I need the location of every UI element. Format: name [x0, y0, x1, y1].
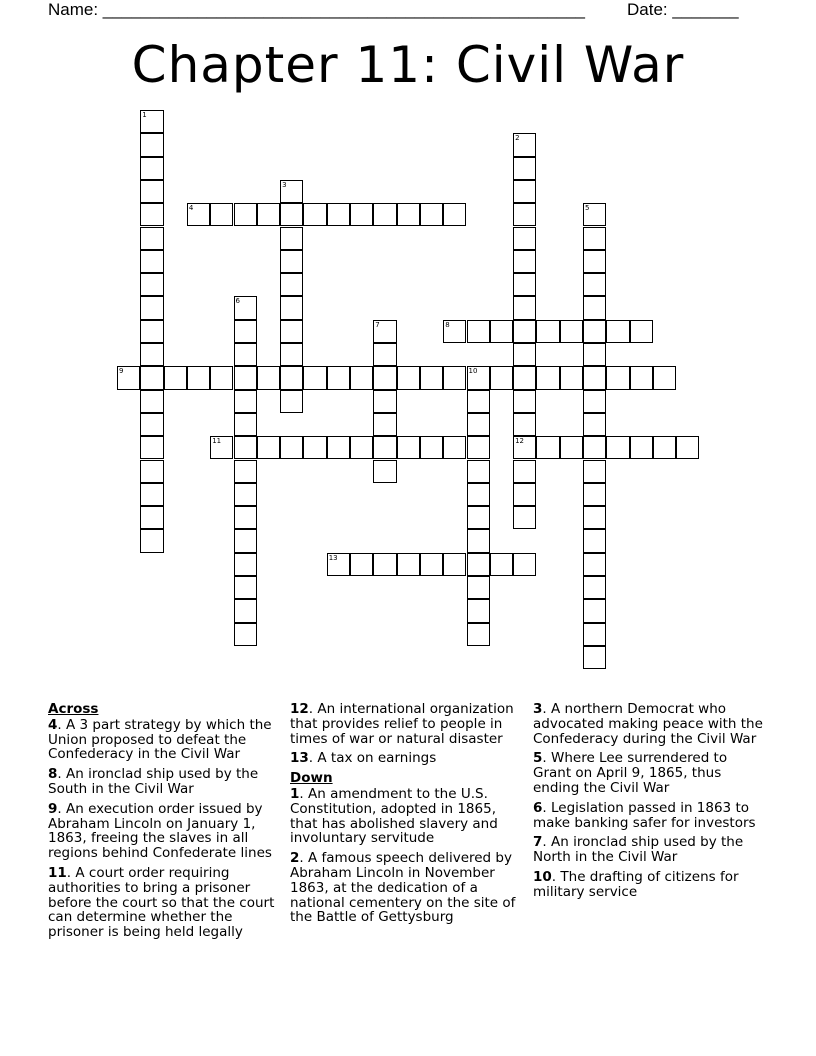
- grid-cell[interactable]: [140, 413, 163, 436]
- grid-cell[interactable]: [140, 436, 163, 459]
- grid-cell[interactable]: [513, 343, 536, 366]
- grid-cell[interactable]: [140, 250, 163, 273]
- grid-cell[interactable]: [583, 227, 606, 250]
- clue-number: 3: [533, 701, 543, 717]
- grid-cell[interactable]: [443, 203, 466, 226]
- grid-cell[interactable]: [467, 320, 490, 343]
- grid-cell[interactable]: [280, 366, 303, 389]
- grid-cell[interactable]: [560, 436, 583, 459]
- grid-cell[interactable]: [210, 203, 233, 226]
- grid-cell[interactable]: [467, 576, 490, 599]
- grid-cell[interactable]: [443, 553, 466, 576]
- grid-cell[interactable]: [327, 553, 350, 576]
- name-field-label[interactable]: Name: ___________________________________________________: [48, 0, 585, 19]
- grid-cell[interactable]: [513, 157, 536, 180]
- grid-cell[interactable]: [490, 553, 513, 576]
- grid-cell[interactable]: [234, 203, 257, 226]
- grid-cell[interactable]: [327, 366, 350, 389]
- grid-cell[interactable]: [280, 273, 303, 296]
- grid-cell[interactable]: [140, 296, 163, 319]
- grid-cell[interactable]: [467, 390, 490, 413]
- grid-cell[interactable]: [164, 366, 187, 389]
- grid-cell[interactable]: [467, 460, 490, 483]
- grid-cell[interactable]: [280, 343, 303, 366]
- clue-number: 8: [48, 766, 58, 783]
- grid-cell[interactable]: [513, 250, 536, 273]
- grid-cell[interactable]: [303, 203, 326, 226]
- grid-cell[interactable]: [397, 366, 420, 389]
- grid-cell[interactable]: [234, 460, 257, 483]
- cell-number: 5: [585, 204, 590, 213]
- grid-cell[interactable]: [443, 320, 466, 343]
- grid-cell[interactable]: [397, 436, 420, 459]
- grid-cell[interactable]: [583, 250, 606, 273]
- date-field-label[interactable]: Date: _______: [627, 0, 739, 19]
- grid-cell[interactable]: [513, 506, 536, 529]
- grid-cell[interactable]: [467, 413, 490, 436]
- grid-cell[interactable]: [280, 390, 303, 413]
- clues-column-1: [48, 702, 284, 945]
- grid-cell[interactable]: [373, 366, 396, 389]
- grid-cell[interactable]: [420, 436, 443, 459]
- grid-cell[interactable]: [583, 483, 606, 506]
- page-title: Chapter 11: Civil War: [131, 36, 685, 94]
- grid-cell[interactable]: [234, 599, 257, 622]
- grid-cell[interactable]: [140, 180, 163, 203]
- grid-cell[interactable]: [234, 553, 257, 576]
- grid-cell[interactable]: [280, 320, 303, 343]
- grid-cell[interactable]: [234, 436, 257, 459]
- grid-cell[interactable]: [513, 203, 536, 226]
- clue-down-7: 7. An ironclad ship used by the North in the Civil War: [533, 834, 744, 866]
- grid-cell[interactable]: [560, 366, 583, 389]
- grid-cell[interactable]: [513, 227, 536, 250]
- grid-cell[interactable]: [630, 436, 653, 459]
- grid-cell[interactable]: [490, 320, 513, 343]
- grid-cell[interactable]: [583, 460, 606, 483]
- clue-text: A famous speech delivered by Abraham Lincoln in November 1863, at the dedication of a national cementery on the site of the Battle of Gettysburg: [290, 850, 516, 926]
- grid-cell[interactable]: [303, 436, 326, 459]
- grid-cell[interactable]: [257, 366, 280, 389]
- down-heading: Down: [290, 770, 333, 787]
- grid-cell[interactable]: [187, 203, 210, 226]
- grid-cell[interactable]: [583, 320, 606, 343]
- grid-cell[interactable]: [583, 413, 606, 436]
- cell-number: 7: [375, 320, 380, 329]
- clue-text: An execution order issued by Abraham Lincoln on January 1, 1863, freeing the slaves in all regions behind Confederate lines: [48, 800, 272, 862]
- grid-cell[interactable]: [467, 436, 490, 459]
- grid-cell[interactable]: [140, 110, 163, 133]
- cell-number: 9: [119, 367, 124, 376]
- grid-cell[interactable]: [513, 553, 536, 576]
- grid-cell[interactable]: [350, 436, 373, 459]
- grid-cell[interactable]: [467, 483, 490, 506]
- grid-cell[interactable]: [420, 553, 443, 576]
- grid-cell[interactable]: [583, 343, 606, 366]
- grid-cell[interactable]: [583, 366, 606, 389]
- grid-cell[interactable]: [536, 320, 559, 343]
- across-heading: Across: [48, 701, 99, 717]
- grid-cell[interactable]: [234, 506, 257, 529]
- grid-cell[interactable]: [513, 483, 536, 506]
- grid-cell[interactable]: [210, 366, 233, 389]
- grid-cell[interactable]: [327, 203, 350, 226]
- clue-down-2: 2. A famous speech delivered by Abraham Lincoln in November 1863, at the dedication of a national cementery on the site of the Battle of Gettysburg: [290, 850, 516, 926]
- grid-cell[interactable]: [234, 529, 257, 552]
- grid-cell[interactable]: [373, 460, 396, 483]
- grid-cell[interactable]: [234, 576, 257, 599]
- grid-cell[interactable]: [140, 366, 163, 389]
- grid-cell[interactable]: [583, 623, 606, 646]
- clue-across-4: 4. A 3 part strategy by which the Union proposed to defeat the Confederacy in the Civil War: [48, 716, 272, 763]
- grid-cell[interactable]: [280, 227, 303, 250]
- clue-number: 2: [290, 850, 300, 867]
- grid-cell[interactable]: [350, 553, 373, 576]
- grid-cell[interactable]: [536, 366, 559, 389]
- grid-cell[interactable]: [513, 320, 536, 343]
- grid-cell[interactable]: [560, 320, 583, 343]
- clue-across-12: 12. An international organization that provides relief to people in times of war or natural disaster: [290, 701, 514, 747]
- grid-cell[interactable]: [443, 436, 466, 459]
- grid-cell[interactable]: [234, 623, 257, 646]
- grid-cell[interactable]: [397, 553, 420, 576]
- grid-cell[interactable]: [373, 320, 396, 343]
- grid-cell[interactable]: [513, 273, 536, 296]
- grid-cell[interactable]: [117, 366, 140, 389]
- clue-number: 11: [48, 864, 67, 881]
- grid-cell[interactable]: [630, 320, 653, 343]
- cell-number: 13: [328, 553, 338, 562]
- clue-across-11: 11. A court order requiring authorities to bring a prisoner before the court so that the court can determine whether the prisoner is being held legally: [48, 864, 275, 941]
- grid-cell[interactable]: [513, 436, 536, 459]
- grid-cell[interactable]: [467, 529, 490, 552]
- grid-cell[interactable]: [234, 483, 257, 506]
- clue-number: 5: [533, 750, 543, 767]
- grid-cell[interactable]: [140, 460, 163, 483]
- grid-cell[interactable]: [630, 366, 653, 389]
- grid-cell[interactable]: [583, 553, 606, 576]
- grid-cell[interactable]: [373, 343, 396, 366]
- clue-number: 10: [533, 868, 552, 885]
- grid-cell[interactable]: [280, 296, 303, 319]
- clue-number: 1: [290, 785, 300, 802]
- grid-cell[interactable]: [234, 320, 257, 343]
- cell-number: 2: [515, 134, 520, 143]
- clue-text: An ironclad ship used by the North in the Civil War: [533, 834, 744, 866]
- cell-number: 11: [212, 437, 222, 446]
- grid-cell[interactable]: [583, 599, 606, 622]
- grid-cell[interactable]: [350, 366, 373, 389]
- grid-cell[interactable]: [513, 133, 536, 156]
- grid-cell[interactable]: [583, 296, 606, 319]
- grid-cell[interactable]: [373, 390, 396, 413]
- clue-down-5: 5. Where Lee surrendered to Grant on April 9, 1865, thus ending the Civil War: [533, 750, 728, 796]
- clue-down-1: 1. An amendment to the U.S. Constitution, adopted in 1865, that has abolished slavery and involuntary servitude: [290, 785, 498, 847]
- grid-cell[interactable]: [513, 390, 536, 413]
- grid-cell[interactable]: [140, 390, 163, 413]
- grid-cell[interactable]: [467, 599, 490, 622]
- grid-cell[interactable]: [583, 646, 606, 669]
- grid-cell[interactable]: [606, 366, 629, 389]
- grid-cell[interactable]: [187, 366, 210, 389]
- clue-down-10: 10. The drafting of citizens for military service: [533, 868, 739, 900]
- grid-cell[interactable]: [606, 320, 629, 343]
- grid-cell[interactable]: [513, 460, 536, 483]
- grid-cell[interactable]: [467, 366, 490, 389]
- clues-column-3: [533, 702, 769, 905]
- clue-number: 9: [48, 800, 58, 817]
- cell-number: 12: [515, 437, 525, 446]
- grid-cell[interactable]: [280, 203, 303, 226]
- clue-text: A 3 part strategy by which the Union proposed to defeat the Confederacy in the Civil War: [48, 716, 272, 763]
- grid-cell[interactable]: [140, 483, 163, 506]
- clue-text: Legislation passed in 1863 to make banking safer for investors: [533, 799, 756, 831]
- clue-text: An international organization that provides relief to people in times of war or natural disaster: [290, 701, 514, 747]
- grid-cell[interactable]: [280, 180, 303, 203]
- grid-cell[interactable]: [513, 413, 536, 436]
- grid-cell[interactable]: [373, 553, 396, 576]
- cell-number: 4: [188, 204, 194, 213]
- grid-cell[interactable]: [513, 180, 536, 203]
- grid-cell[interactable]: [140, 227, 163, 250]
- grid-cell[interactable]: [653, 436, 676, 459]
- grid-cell[interactable]: [513, 366, 536, 389]
- clue-across-8: 8. An ironclad ship used by the South in the Civil War: [48, 766, 259, 797]
- grid-cell[interactable]: [234, 366, 257, 389]
- clue-text: Where Lee surrendered to Grant on April 9, 1865, thus ending the Civil War: [533, 750, 728, 796]
- clue-text: An ironclad ship used by the South in the Civil War: [48, 766, 259, 797]
- grid-cell[interactable]: [583, 576, 606, 599]
- grid-cell[interactable]: [140, 529, 163, 552]
- grid-cell[interactable]: [234, 413, 257, 436]
- grid-cell[interactable]: [234, 296, 257, 319]
- grid-cell[interactable]: [583, 203, 606, 226]
- grid-cell[interactable]: [490, 366, 513, 389]
- grid-cell[interactable]: [373, 436, 396, 459]
- grid-cell[interactable]: [676, 436, 699, 459]
- grid-cell[interactable]: [210, 436, 233, 459]
- cell-number: 10: [468, 367, 478, 376]
- clue-number: 12: [290, 701, 309, 717]
- grid-cell[interactable]: [420, 203, 443, 226]
- grid-cell[interactable]: [583, 506, 606, 529]
- grid-cell[interactable]: [140, 157, 163, 180]
- cell-number: 1: [142, 111, 147, 119]
- grid-cell[interactable]: [420, 366, 443, 389]
- grid-cell[interactable]: [467, 506, 490, 529]
- clue-across-13: 13. A tax on earnings: [290, 750, 437, 767]
- grid-cell[interactable]: [583, 529, 606, 552]
- clues-column-2: [290, 702, 526, 930]
- grid-cell[interactable]: [373, 413, 396, 436]
- clue-down-6: 6. Legislation passed in 1863 to make banking safer for investors: [533, 799, 756, 831]
- grid-cell[interactable]: [467, 623, 490, 646]
- clue-number: 6: [533, 799, 543, 816]
- clue-text: The drafting of citizens for military service: [533, 868, 739, 900]
- cell-number: 8: [445, 320, 450, 329]
- grid-cell[interactable]: [303, 366, 326, 389]
- cell-number: 6: [235, 297, 240, 306]
- grid-cell[interactable]: [397, 203, 420, 226]
- grid-cell[interactable]: [583, 390, 606, 413]
- clue-text: An amendment to the U.S. Constitution, adopted in 1865, that has abolished slavery and involuntary servitude: [290, 785, 498, 847]
- grid-cell[interactable]: [606, 436, 629, 459]
- grid-cell[interactable]: [653, 366, 676, 389]
- grid-cell[interactable]: [140, 320, 163, 343]
- clue-number: 13: [290, 750, 309, 767]
- grid-cell[interactable]: [140, 133, 163, 156]
- grid-cell[interactable]: [234, 390, 257, 413]
- clue-number: 7: [533, 834, 543, 851]
- grid-cell[interactable]: [140, 273, 163, 296]
- grid-cell[interactable]: [583, 436, 606, 459]
- grid-cell[interactable]: [373, 203, 396, 226]
- clue-down-3: 3. A northern Democrat who advocated making peace with the Confederacy during the Civil War: [533, 701, 763, 747]
- grid-cell[interactable]: [583, 273, 606, 296]
- grid-cell[interactable]: [280, 436, 303, 459]
- grid-cell[interactable]: [234, 343, 257, 366]
- cell-number: 3: [282, 180, 287, 189]
- grid-cell[interactable]: [280, 250, 303, 273]
- grid-cell[interactable]: [140, 343, 163, 366]
- clue-text: A northern Democrat who advocated making peace with the Confederacy during the Civil War: [533, 701, 763, 747]
- grid-cell[interactable]: [467, 553, 490, 576]
- grid-cell[interactable]: [257, 436, 280, 459]
- grid-cell[interactable]: [140, 203, 163, 226]
- clue-number: 4: [48, 716, 58, 733]
- clue-text: A court order requiring authorities to bring a prisoner before the court so that the court can determine whether the prisoner is being held legally: [48, 864, 275, 941]
- grid-cell[interactable]: [140, 506, 163, 529]
- grid-cell[interactable]: [513, 296, 536, 319]
- clue-across-9: 9. An execution order issued by Abraham Lincoln on January 1, 1863, freeing the slaves in all regions behind Confederate lines: [48, 800, 272, 862]
- grid-cell[interactable]: [350, 203, 373, 226]
- grid-cell[interactable]: [257, 203, 280, 226]
- grid-cell[interactable]: [536, 436, 559, 459]
- clue-text: A tax on earnings: [317, 750, 437, 767]
- grid-cell[interactable]: [443, 366, 466, 389]
- grid-cell[interactable]: [327, 436, 350, 459]
